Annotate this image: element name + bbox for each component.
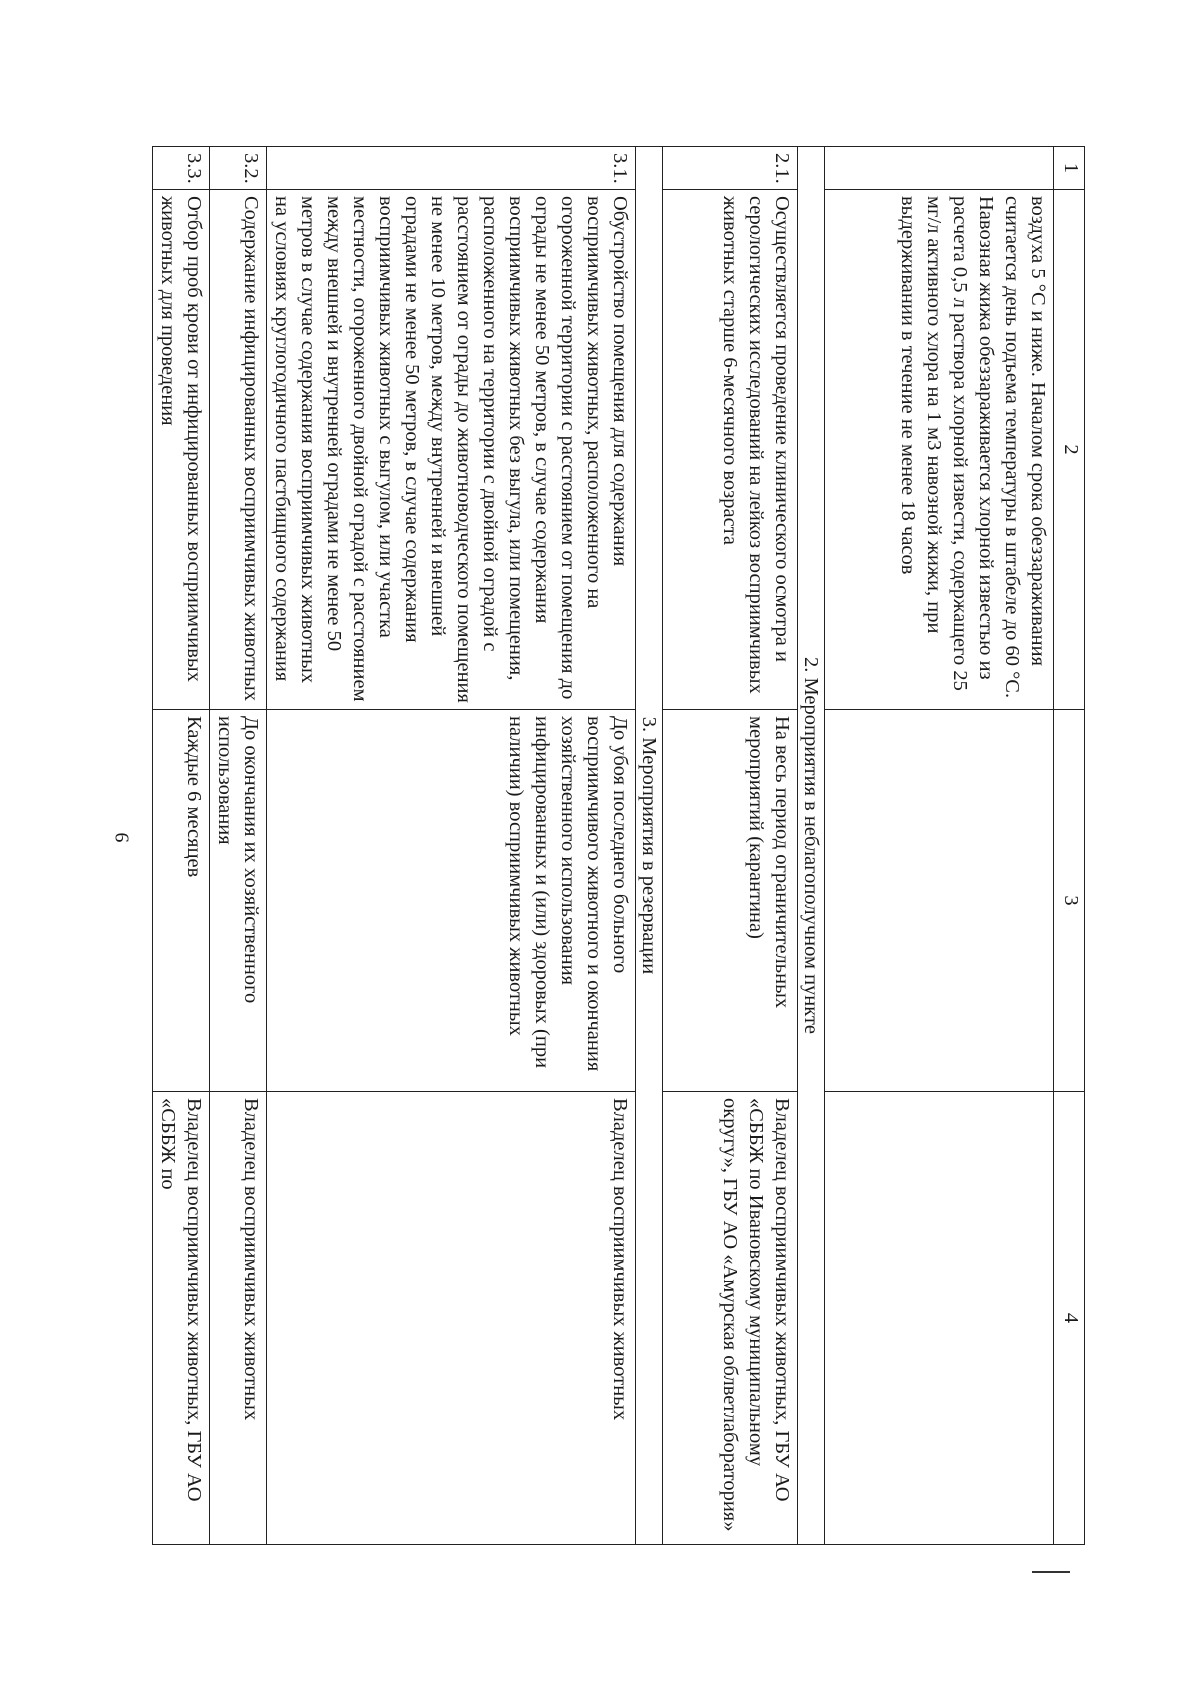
responsible-cell: Владелец восприимчивых животных, ГБУ АО «СББЖ по Ивановскому муниципальному округу», ГБУ АО «Амурская облветлаборатория» bbox=[663, 1092, 798, 1545]
scan-mark bbox=[1032, 1571, 1070, 1573]
table-row bbox=[267, 147, 636, 1545]
term-cell bbox=[825, 710, 1054, 1092]
row-number: 3.3. bbox=[153, 147, 210, 190]
row-number: 3.1. bbox=[267, 147, 636, 190]
measure-cell: Осуществляется проведение клинического осмотра и серологических исследований на лейкоз восприимчивых животных старше 6-месячного возраста bbox=[663, 190, 798, 710]
rotated-table-container bbox=[157, 146, 1085, 1544]
table-row bbox=[153, 147, 210, 1545]
section-row bbox=[798, 147, 825, 1545]
header-col-4: 4 bbox=[1054, 1092, 1085, 1545]
term-cell: До окончания их хозяйственного использования bbox=[210, 710, 267, 1092]
measure-cell: Отбор проб крови от инфицированных восприимчивых животных для проведения bbox=[153, 190, 210, 710]
table-row bbox=[825, 147, 1054, 1545]
responsible-cell: Владелец восприимчивых животных bbox=[267, 1092, 636, 1545]
page-number: 9 bbox=[111, 832, 134, 843]
section-title: 2. Мероприятия в неблагополучном пункте bbox=[798, 147, 825, 1545]
measure-cell: воздуха 5 °С и ниже. Началом срока обеззараживания считается день подъема температуры в штабеле до 60 °С. Навозная жижа обеззараживается хлорной известью из расчета 0,5 л раствора хлорной извести, содержащего 25 мг/л активного хлора на 1 м3 навозной жижи, при выдерживании в течение не менее 18 часов bbox=[825, 190, 1054, 710]
measure-cell: Содержание инфицированных восприимчивых животных bbox=[210, 190, 267, 710]
row-number: 2.1. bbox=[663, 147, 798, 190]
section-title: 3. Мероприятия в резервации bbox=[636, 147, 663, 1545]
row-number bbox=[825, 147, 1054, 190]
table-row bbox=[210, 147, 267, 1545]
responsible-cell: Владелец восприимчивых животных, ГБУ АО «СББЖ по bbox=[153, 1092, 210, 1545]
measures-table bbox=[152, 146, 1085, 1545]
table-header-row bbox=[1054, 147, 1085, 1545]
term-cell: Каждые 6 месяцев bbox=[153, 710, 210, 1092]
table-row bbox=[663, 147, 798, 1545]
section-row bbox=[636, 147, 663, 1545]
term-cell: На весь период ограничительных мероприятий (карантина) bbox=[663, 710, 798, 1092]
row-number: 3.2. bbox=[210, 147, 267, 190]
responsible-cell: Владелец восприимчивых животных bbox=[210, 1092, 267, 1545]
header-col-1: 1 bbox=[1054, 147, 1085, 190]
measure-cell: Обустройство помещения для содержания восприимчивых животных, расположенного на огороженной территории с расстоянием от помещения до ограды не менее 50 метров, в случае содержания восприимчивых животных без выгула, или помещения, расположенного на территории с двойной оградой с расстоянием от ограды до животноводческого помещения не менее 10 метров, между внутренней и внешней оградами не менее 50 метров, в случае содержания восприимчивых животных с выгулом, или участка местности, огороженного двойной оградой с расстоянием между внешней и внутренней оградами не менее 50 метров в случае содержания восприимчивых животных на условиях круглогодичного пастбищного содержания bbox=[267, 190, 636, 710]
header-col-3: 3 bbox=[1054, 710, 1085, 1092]
term-cell: До убоя последнего больного восприимчивого животного и окончания хозяйственного использования инфицированных и (или) здоровых (при наличии) восприимчивых животных bbox=[267, 710, 636, 1092]
responsible-cell bbox=[825, 1092, 1054, 1545]
header-col-2: 2 bbox=[1054, 190, 1085, 710]
